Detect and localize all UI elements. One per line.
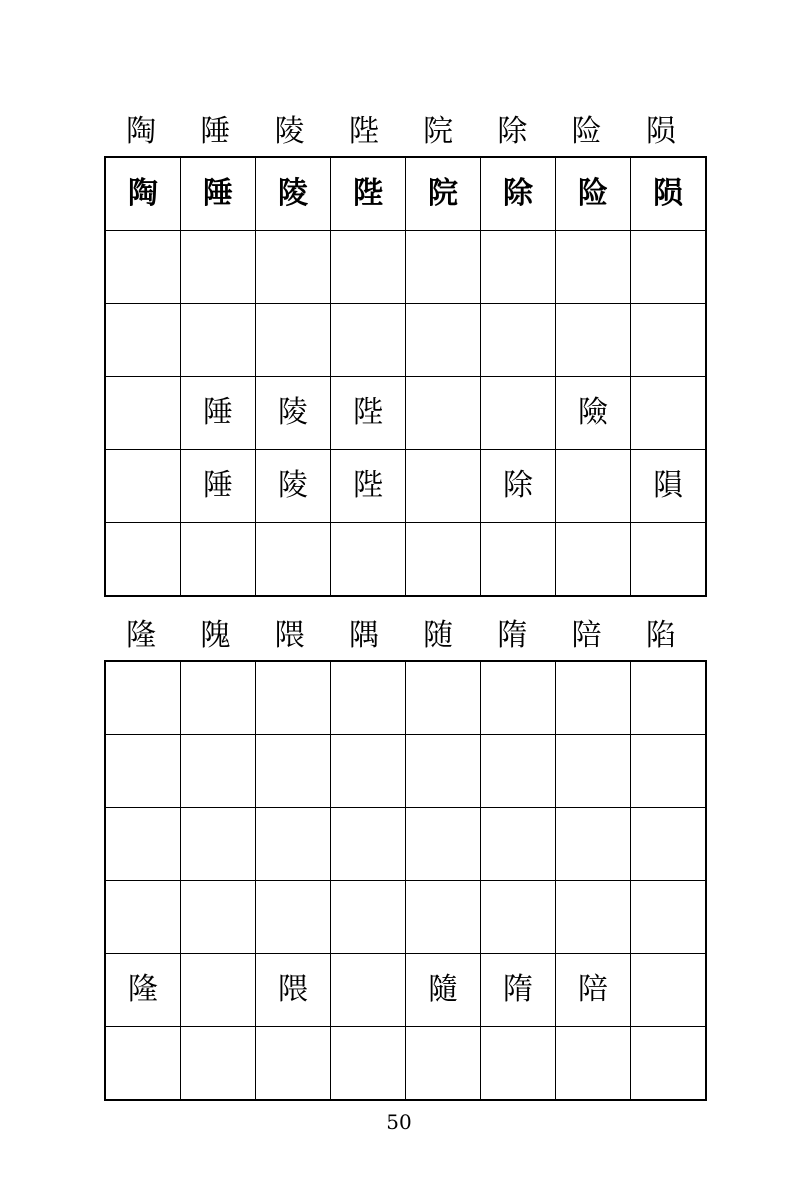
glyph-cell (331, 523, 406, 597)
glyph-cell (481, 231, 556, 304)
glyph-cell (181, 661, 256, 735)
glyph-cell (481, 377, 556, 450)
table-2-grid (104, 660, 707, 1101)
glyph-cell (556, 1027, 631, 1101)
glyph-cell (631, 735, 707, 808)
glyph-cell (631, 304, 707, 377)
header-char: 陨 (645, 114, 676, 149)
glyph-cell (256, 304, 331, 377)
table-row (105, 231, 706, 304)
glyph-cell (556, 808, 631, 881)
glyph-cell: 除 (481, 157, 556, 231)
glyph-cell: 陲 (181, 450, 256, 523)
glyph-cell: 隕 (631, 450, 707, 523)
glyph-cell (406, 1027, 481, 1101)
glyph-cell (181, 1027, 256, 1101)
header-char: 除 (497, 114, 528, 149)
glyph-cell (105, 735, 181, 808)
header-char: 陵 (274, 114, 305, 149)
glyph-cell: 除 (481, 450, 556, 523)
glyph-cell: 隆 (105, 954, 181, 1027)
table-row (105, 808, 706, 881)
header-char: 险 (571, 114, 602, 149)
glyph-cell (631, 661, 707, 735)
glyph-cell (631, 523, 707, 597)
glyph-cell: 隈 (256, 954, 331, 1027)
glyph-cell (406, 450, 481, 523)
glyph-cell (406, 735, 481, 808)
header-char: 陛 (348, 114, 379, 149)
glyph-table-1 (104, 108, 698, 597)
table-row (105, 661, 706, 735)
header-char: 随 (423, 618, 454, 653)
glyph-cell (105, 304, 181, 377)
header-char: 隗 (200, 618, 231, 653)
glyph-cell (105, 450, 181, 523)
glyph-cell (331, 304, 406, 377)
table-1-grid (104, 156, 707, 597)
table-row (105, 523, 706, 597)
glyph-cell (631, 808, 707, 881)
glyph-cell (556, 881, 631, 954)
glyph-cell: 隋 (481, 954, 556, 1027)
glyph-cell (481, 661, 556, 735)
table-row (105, 450, 706, 523)
header-char: 隈 (274, 618, 305, 653)
glyph-cell: 陪 (556, 954, 631, 1027)
glyph-cell (105, 231, 181, 304)
glyph-cell: 陛 (331, 157, 406, 231)
glyph-cell (406, 231, 481, 304)
glyph-cell (331, 1027, 406, 1101)
glyph-cell (256, 808, 331, 881)
glyph-cell (256, 523, 331, 597)
glyph-cell (481, 808, 556, 881)
header-char: 陷 (645, 618, 676, 653)
glyph-cell (256, 881, 331, 954)
glyph-cell (556, 450, 631, 523)
glyph-cell (631, 881, 707, 954)
glyph-cell (556, 231, 631, 304)
glyph-cell (406, 808, 481, 881)
glyph-cell (331, 661, 406, 735)
table-row (105, 881, 706, 954)
glyph-cell (481, 523, 556, 597)
glyph-cell (406, 523, 481, 597)
table-row (105, 304, 706, 377)
glyph-cell (481, 735, 556, 808)
header-char: 隅 (348, 618, 379, 653)
glyph-cell: 院 (406, 157, 481, 231)
glyph-cell: 隨 (406, 954, 481, 1027)
glyph-cell (105, 808, 181, 881)
page-number: 50 (386, 1110, 412, 1134)
glyph-cell: 陛 (331, 377, 406, 450)
glyph-cell (556, 304, 631, 377)
glyph-cell: 陶 (105, 157, 181, 231)
header-char: 隋 (497, 618, 528, 653)
glyph-cell: 陲 (181, 157, 256, 231)
glyph-cell (331, 881, 406, 954)
glyph-cell (181, 808, 256, 881)
glyph-cell (631, 231, 707, 304)
header-char: 院 (423, 114, 454, 149)
header-char: 隆 (126, 618, 157, 653)
glyph-cell (556, 735, 631, 808)
glyph-cell (406, 304, 481, 377)
glyph-cell: 陵 (256, 157, 331, 231)
glyph-cell (181, 881, 256, 954)
glyph-cell (181, 954, 256, 1027)
glyph-cell: 陲 (181, 377, 256, 450)
glyph-cell (331, 954, 406, 1027)
glyph-cell (105, 377, 181, 450)
table-1-header (104, 108, 698, 156)
header-char: 陪 (571, 618, 602, 653)
header-char: 陲 (200, 114, 231, 149)
table-row (105, 1027, 706, 1101)
glyph-cell (406, 881, 481, 954)
glyph-cell (105, 881, 181, 954)
glyph-cell (631, 377, 707, 450)
table-2-header (104, 612, 698, 660)
glyph-cell (181, 735, 256, 808)
glyph-cell (105, 1027, 181, 1101)
table-row (105, 377, 706, 450)
glyph-cell (331, 735, 406, 808)
glyph-cell (256, 231, 331, 304)
glyph-cell (331, 808, 406, 881)
glyph-cell: 陵 (256, 377, 331, 450)
glyph-cell (256, 1027, 331, 1101)
glyph-cell (256, 735, 331, 808)
header-char: 陶 (126, 114, 157, 149)
glyph-cell: 陨 (631, 157, 707, 231)
glyph-cell (556, 661, 631, 735)
glyph-cell (331, 231, 406, 304)
glyph-cell (181, 231, 256, 304)
table-row (105, 954, 706, 1027)
glyph-cell (256, 661, 331, 735)
glyph-cell (631, 954, 707, 1027)
glyph-cell (105, 523, 181, 597)
glyph-cell: 险 (556, 157, 631, 231)
glyph-cell (181, 304, 256, 377)
glyph-cell (481, 1027, 556, 1101)
glyph-cell (481, 304, 556, 377)
glyph-cell (556, 523, 631, 597)
glyph-cell (105, 661, 181, 735)
glyph-cell: 險 (556, 377, 631, 450)
glyph-cell (181, 523, 256, 597)
glyph-cell (406, 661, 481, 735)
glyph-cell (406, 377, 481, 450)
glyph-table-2 (104, 612, 698, 1101)
glyph-cell (631, 1027, 707, 1101)
table-row (105, 157, 706, 231)
glyph-cell: 陛 (331, 450, 406, 523)
glyph-cell (481, 881, 556, 954)
glyph-cell: 陵 (256, 450, 331, 523)
table-row (105, 735, 706, 808)
